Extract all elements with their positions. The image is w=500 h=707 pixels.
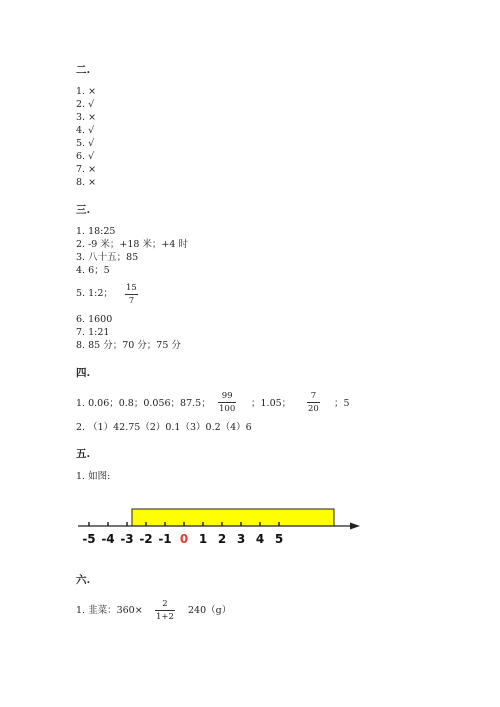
sec4-item-1-part-c: ；5 [334, 398, 350, 409]
number-line-label: 3 [236, 532, 246, 546]
fraction-denominator: 20 [308, 404, 319, 414]
number-line-highlight-box [132, 509, 334, 526]
fraction-denominator: 100 [219, 404, 236, 414]
fraction-numerator: 99 [221, 391, 233, 401]
fraction-bar [218, 402, 236, 403]
sec6-item-1-part-a: 1. 韭菜：360× [76, 605, 143, 616]
sec3-item-5-fraction [125, 283, 138, 306]
sec2-item-4: 4. √ [76, 125, 95, 136]
fraction-bar [307, 402, 320, 403]
fraction-bar [155, 610, 175, 611]
fraction-numerator: 2 [162, 599, 168, 609]
sec6-item-1-part-b: 240（g） [188, 605, 232, 616]
sec3-item-1: 1. 18:25 [76, 226, 116, 237]
number-line-arrow [350, 523, 360, 530]
sec2-item-7: 7. × [76, 164, 97, 175]
sec3-item-3: 3. 八十五；85 [76, 252, 139, 263]
fraction-bar [125, 294, 138, 295]
sec2-item-2: 2. √ [76, 99, 95, 110]
sec3-item-6: 6. 1600 [76, 314, 113, 325]
fraction-numerator: 15 [126, 283, 137, 293]
number-line-label: 5 [274, 532, 284, 546]
sec6-fraction [155, 599, 175, 622]
section-5-title: 五. [76, 448, 91, 460]
number-line-label: -3 [120, 532, 134, 546]
number-line-label: 2 [217, 532, 227, 546]
fraction-denominator: 7 [128, 296, 135, 306]
sec2-item-5: 5. √ [76, 138, 95, 149]
sec4-fraction-2 [307, 391, 320, 414]
section-4-title: 四. [76, 367, 91, 379]
number-line-label: -1 [158, 532, 172, 546]
number-line-label: 0 [179, 532, 189, 546]
sec4-item-2: 2. （1）42.75（2）0.1（3）0.2（4）6 [76, 422, 252, 433]
sec2-item-6: 6. √ [76, 151, 95, 162]
sec3-item-5: 5. 1:2； [76, 288, 113, 299]
number-line-label: -4 [101, 532, 115, 546]
sec5-item-1: 1. 如图: [76, 471, 111, 482]
number-line [0, 498, 500, 550]
number-line-label: 4 [255, 532, 265, 546]
fraction-numerator: 7 [310, 391, 317, 401]
sec3-item-8: 8. 85 分；70 分；75 分 [76, 340, 181, 351]
sec4-item-1-part-b: ；1.05； [251, 398, 292, 409]
number-line-label: -5 [82, 532, 96, 546]
section-3-title: 三. [76, 204, 91, 216]
sec2-item-8: 8. × [76, 177, 97, 188]
number-line-label: 1 [198, 532, 208, 546]
sec2-item-3: 3. × [76, 112, 97, 123]
sec3-item-7: 7. 1:21 [76, 327, 110, 338]
number-line-label: -2 [139, 532, 153, 546]
sec4-item-1-part-a: 1. 0.06；0.8；0.056；87.5； [76, 398, 211, 409]
sec3-item-4: 4. 6；5 [76, 265, 110, 276]
section-2-title: 二. [76, 64, 91, 76]
sec4-fraction-1 [218, 391, 236, 414]
fraction-denominator: 1+2 [156, 612, 174, 622]
section-6-title: 六. [76, 574, 91, 586]
sec2-item-1: 1. × [76, 86, 97, 97]
sec3-item-2: 2. -9 米；+18 米；+4 时 [76, 239, 188, 250]
